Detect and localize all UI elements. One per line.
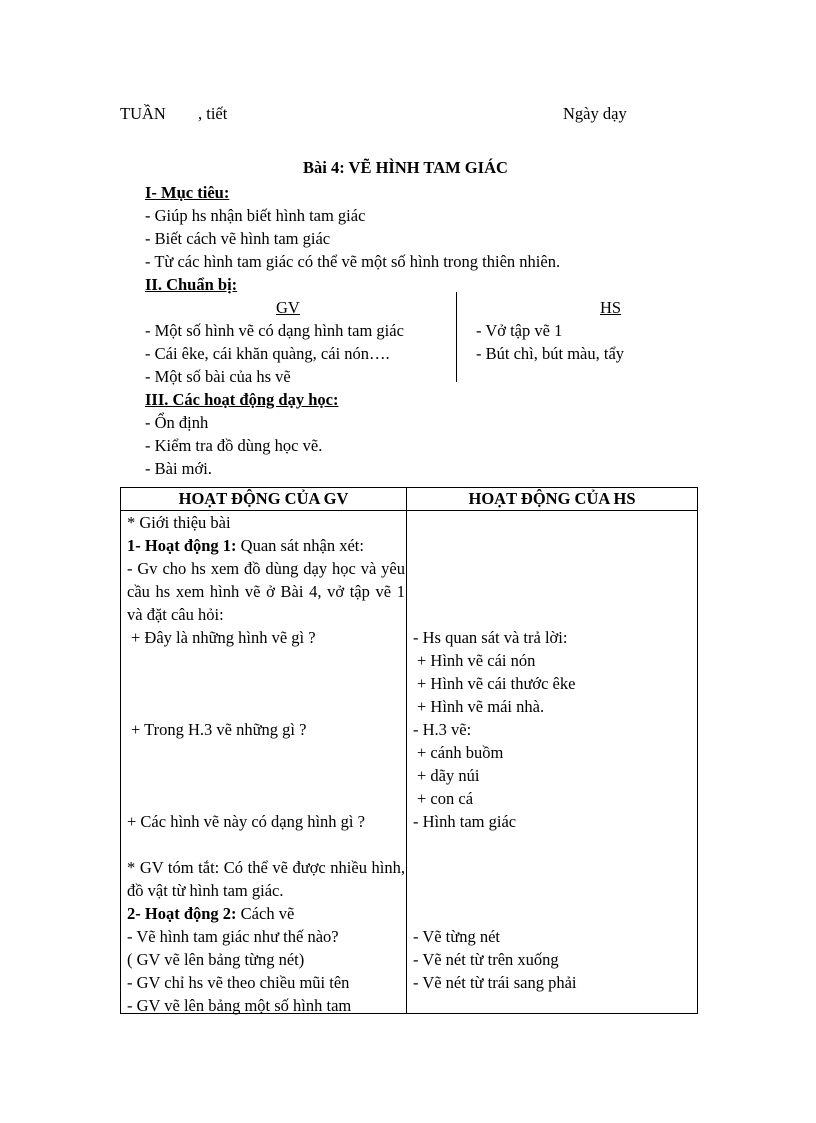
activity1-subtitle: Quan sát nhận xét: <box>236 536 364 555</box>
hs-answer: - Vẽ nét từ trên xuống <box>413 950 559 969</box>
gv-summary: * GV tóm tắt: Có thể vẽ được nhiều hình, đồ vật từ hình tam giác. <box>127 858 405 900</box>
objective-item: - Từ các hình tam giác có thể vẽ một số hình trong thiên nhiên. <box>145 252 561 271</box>
hs-answer-item: + cánh buồm <box>417 743 504 762</box>
page-title: Bài 4: VẼ HÌNH TAM GIÁC <box>303 158 508 177</box>
gv-last-line: - GV vẽ lên bảng một số hình tam <box>127 996 352 1015</box>
hs-answer-item: + Hình vẽ mái nhà. <box>417 697 545 716</box>
activity-item: - Ổn định <box>145 413 209 432</box>
hs-answer-item: + Hình vẽ cái nón <box>417 651 536 670</box>
gv-activity1 <box>127 534 364 557</box>
gv-prep-item: - Cái êke, cái khăn quàng, cái nón…. <box>145 344 390 363</box>
activities-heading: III. Các hoạt động dạy học: <box>145 390 339 409</box>
gv-cell <box>121 511 407 1014</box>
hs-answer: - Hình tam giác <box>413 812 517 831</box>
gv-label: GV <box>276 298 300 317</box>
gv-activity1-desc: - Gv cho hs xem đồ dùng dạy học và yêu cầu hs xem hình vẽ ở Bài 4, vở tập vẽ 1 và đặt câu hỏi: <box>127 559 405 624</box>
date-label: Ngày dạy <box>563 104 627 123</box>
hs-answer-item: + Hình vẽ cái thước êke <box>417 674 576 693</box>
gv-guide: - GV chỉ hs vẽ theo chiều mũi tên <box>127 973 350 992</box>
preparation-heading: II. Chuẩn bị: <box>145 275 238 294</box>
hs-answer: - Vẽ từng nét <box>413 927 500 946</box>
hs-answer-item: + con cá <box>417 789 474 808</box>
activity-item: - Bài mới. <box>145 459 212 478</box>
hs-label: HS <box>600 298 622 317</box>
gv-prep-item: - Một số hình vẽ có dạng hình tam giác <box>145 321 404 340</box>
objective-item: - Biết cách vẽ hình tam giác <box>145 229 331 248</box>
table-row <box>121 511 698 1014</box>
gv-activity2 <box>127 902 294 925</box>
hs-answer-item: + dãy núi <box>417 766 480 785</box>
gv-question: + Trong H.3 vẽ những gì ? <box>131 720 307 739</box>
hs-prep-item: - Bút chì, bút màu, tẩy <box>476 344 625 363</box>
gv-prep-item: - Một số bài của hs vẽ <box>145 367 291 386</box>
activities-table <box>120 487 698 1014</box>
activity1-title: 1- Hoạt động 1: <box>127 536 237 555</box>
gv-question: + Đây là những hình vẽ gì ? <box>131 628 316 647</box>
table-header-row <box>121 488 698 511</box>
activity-item: - Kiểm tra đồ dùng học vẽ. <box>145 436 323 455</box>
hs-answer: - Hs quan sát và trả lời: <box>413 628 568 647</box>
activity2-subtitle: Cách vẽ <box>236 904 295 923</box>
hs-column-header: HOẠT ĐỘNG CỦA HS <box>407 488 698 511</box>
objectives-heading: I- Mục tiêu: <box>145 183 230 202</box>
hs-answer: - Vẽ nét từ trái sang phải <box>413 973 577 992</box>
hs-prep-item: - Vở tập vẽ 1 <box>476 321 563 340</box>
hs-cell <box>407 511 698 1014</box>
week-label: TUẦN <box>120 104 166 123</box>
gv-note: ( GV vẽ lên bảng từng nét) <box>127 950 305 969</box>
period-label: , tiết <box>198 104 228 123</box>
gv-intro: * Giới thiệu bài <box>127 513 231 532</box>
gv-question: - Vẽ hình tam giác như thế nào? <box>127 927 339 946</box>
gv-question: + Các hình vẽ này có dạng hình gì ? <box>127 812 365 831</box>
activity2-title: 2- Hoạt động 2: <box>127 904 237 923</box>
hs-answer: - H.3 vẽ: <box>413 720 472 739</box>
objective-item: - Giúp hs nhận biết hình tam giác <box>145 206 366 225</box>
prep-divider <box>456 292 457 382</box>
gv-column-header: HOẠT ĐỘNG CỦA GV <box>121 488 407 511</box>
